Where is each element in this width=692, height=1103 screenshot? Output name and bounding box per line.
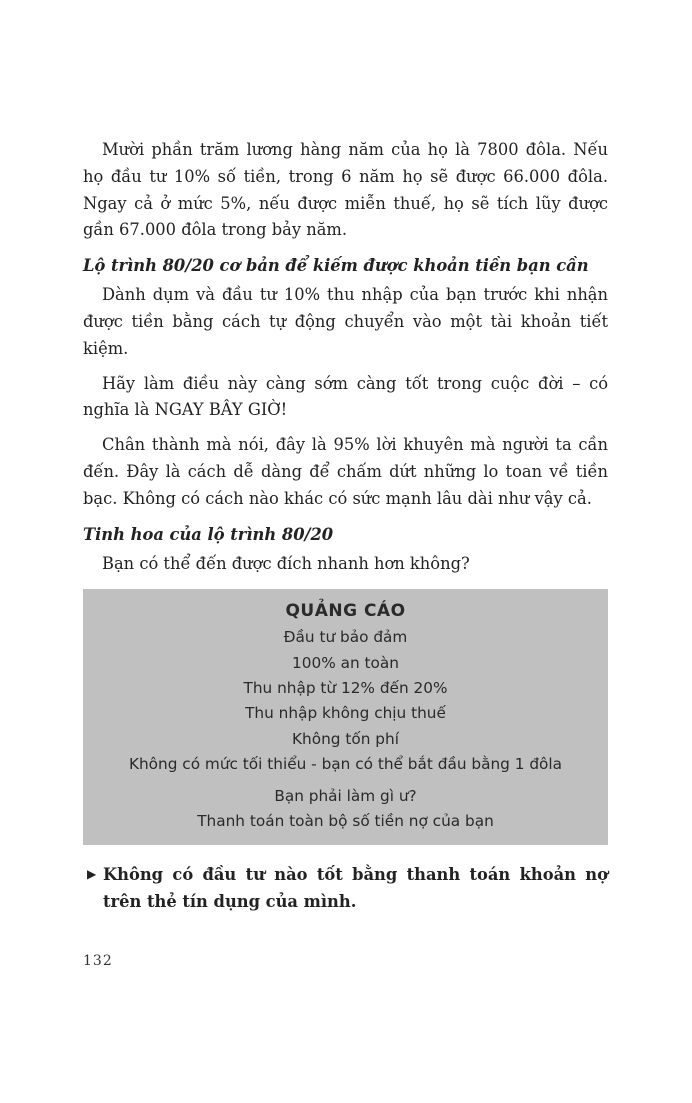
paragraph-question: Bạn có thể đến được đích nhanh hơn không? bbox=[102, 553, 470, 573]
paragraph-do-it-now: Hãy làm điều này càng sớm càng tốt trong cuộc đời – có nghĩa là NGAY BÂY GIỜ! bbox=[83, 373, 608, 420]
ad-spacer bbox=[83, 777, 608, 784]
section-heading-basic-route: Lộ trình 80/20 cơ bản để kiếm được khoản tiền bạn cần bbox=[83, 256, 589, 276]
ad-question: Bạn phải làm gì ư? bbox=[274, 787, 417, 806]
page-content bbox=[83, 137, 608, 915]
bullet-point bbox=[83, 861, 608, 915]
section-heading-essence: Tinh hoa của lộ trình 80/20 bbox=[83, 524, 334, 544]
paragraph-save-invest: Dành dụm và đầu tư 10% thu nhập của bạn trước khi nhận được tiền bằng cách tự động chuyển vào một tài khoản tiết kiệm. bbox=[83, 285, 608, 358]
ad-answer: Thanh toán toàn bộ số tiền nợ của bạn bbox=[197, 812, 494, 831]
bullet-text: Không có đầu tư nào tốt bằng thanh toán khoản nợ trên thẻ tín dụng của mình. bbox=[103, 864, 608, 911]
triangle-right-icon: ▶ bbox=[87, 866, 97, 881]
ad-title: QUẢNG CÁO bbox=[285, 601, 406, 622]
ad-line: 100% an toàn bbox=[292, 653, 399, 672]
ad-line: Đầu tư bảo đảm bbox=[283, 628, 408, 647]
advertisement-box bbox=[83, 589, 608, 844]
paragraph-intro: Mười phần trăm lương hàng năm của họ là 7800 đôla. Nếu họ đầu tư 10% số tiền, trong 6 năm họ sẽ được 66.000 đôla. Ngay cả ở mức 5%, nếu được miễn thuế, họ sẽ tích lũy được gần 67.000 đôla trong bảy năm. bbox=[83, 140, 608, 240]
ad-line: Không có mức tối thiểu - bạn có thể bắt đầu bằng 1 đôla bbox=[128, 754, 563, 773]
paragraph-advice: Chân thành mà nói, đây là 95% lời khuyên mà người ta cần đến. Đây là cách dễ dàng để chấm dứt những lo toan về tiền bạc. Không có cách nào khác có sức mạnh lâu dài như vậy cả. bbox=[83, 435, 608, 508]
ad-line: Thu nhập không chịu thuế bbox=[245, 704, 446, 723]
ad-line: Không tốn phí bbox=[292, 729, 399, 748]
page-number: 132 bbox=[83, 953, 113, 969]
ad-line: Thu nhập từ 12% đến 20% bbox=[243, 678, 448, 697]
